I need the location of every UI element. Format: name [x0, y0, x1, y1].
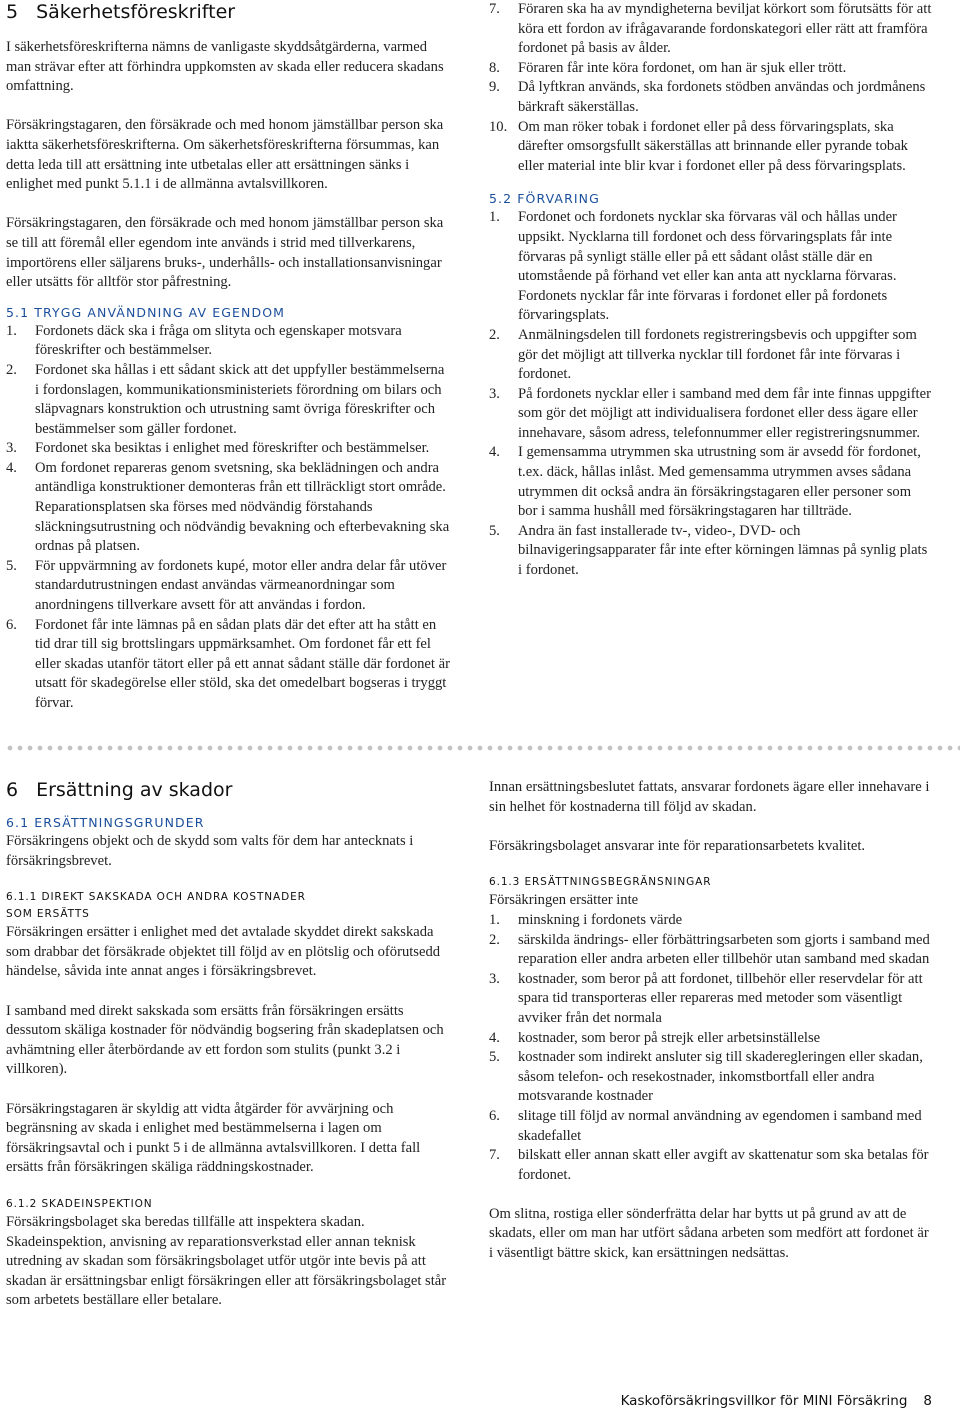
paragraph: Försäkringens objekt och de skydd som valts för dem har antecknats i försäkringsbrevet. — [6, 833, 414, 869]
list-item: 1. minskning i fordonets värde — [489, 911, 683, 928]
section-6-left-column — [6, 778, 450, 1311]
paragraph: Försäkringstagaren är skyldig att vidta åtgärder för avvärjning och begränsning av skada i enlighet med bestämmelserna i lagen om försäkringsavtal och i punkt 5 i de allmänna avtalsvillkoren. I detta fall ersätts från försäkringen skäliga räddningskostnader. — [6, 1100, 421, 1176]
dotted-section-divider — [5, 742, 960, 754]
paragraph: I samband med direkt sakskada som ersätts från försäkringen ersätts dessutom skäliga kostnader för nödvändig bogsering från skadeplatsen och avhämtning eller återbördande av ett fordon som stulits (punkt 3.2 i villkoren). — [6, 1002, 444, 1078]
paragraph: Om slitna, rostiga eller sönderfrätta delar har bytts ut på grund av att de skadats, eller om man har utfört sådana arbeten som medfört att fordonet är i väsentligt bättre skick, kan ersättningen nedsättas. — [489, 1205, 929, 1262]
footer-document-title: Kaskoförsäkringsvillkor för MINI Försäkring — [620, 1393, 908, 1409]
storage-rules-list — [489, 208, 933, 580]
paragraph: Försäkringen ersätter inte — [489, 892, 639, 909]
section-number: 6 — [6, 779, 19, 801]
list-item: 10. Om man röker tobak i fordonet eller på dess förvaringsplats, ska därefter omsorgsfullt säkerställas att brinnande eller pyrande tobak eller material inte blir kvar i fordonet eller på dess förvaringsplats. — [489, 118, 908, 174]
list-item: 3. Fordonet ska besiktas i enlighet med föreskrifter och bestämmelser. — [6, 440, 430, 457]
subsection-6-1-2-heading: 6.1.2 SKADEINSPEKTION — [6, 1197, 153, 1210]
section-6-right-column — [489, 778, 933, 1264]
list-item: 2. särskilda ändrings- eller förbättringsarbeten som gjorts i samband med reparation eller andra arbeten eller tillbehör utan samband med skadan — [489, 931, 930, 968]
list-item: 2. Fordonet ska hållas i ett sådant skick att det uppfyller bestämmelserna i fordonslagen, kommunikationsministeriets förordning om bilars och släpvagnars konstruktion och utrustning samt övriga föreskrifter och bestämmelser som gäller fordonet. — [6, 361, 445, 437]
paragraph: Försäkringen ersätter i enlighet med det avtalade skyddet direkt sakskada som drabbar det försäkrade objektet till följd av en plötslig och oförutsedd händelse, såvida inte annat anges i försäkringsbrevet. — [6, 924, 441, 980]
list-item: 5. kostnader som indirekt ansluter sig till skaderegleringen eller skadan, såsom telefon- och resekostnader, inkomstbortfall eller andra motsvarande kostnader — [489, 1049, 923, 1105]
subsection-6-1-3-heading: 6.1.3 ERSÄTTNINGSBEGRÄNSNINGAR — [489, 876, 712, 889]
section-5-right-column — [489, 0, 933, 581]
page-number: 8 — [923, 1393, 932, 1409]
paragraph: Försäkringsbolaget ska beredas tillfälle att inspektera skadan. Skadeinspektion, anvisning av reparationsverkstad eller annan teknisk utredning av skadan som försäkringsbolaget utför utgör inte bevis på att skadan är ersättningsbar enligt försäkringen eller att försäkringsbolaget står som arbetets beställare eller betalare. — [6, 1213, 447, 1309]
section-5-heading — [6, 0, 450, 24]
subsection-6-1-heading: 6.1 ERSÄTTNINGSGRUNDER — [6, 815, 205, 830]
list-item: 2. Anmälningsdelen till fordonets registreringsbevis och uppgifter som gör det möjligt att tillverka nycklar till fordonet får inte förvaras i fordonet. — [489, 326, 917, 383]
list-item: 6. Fordonet får inte lämnas på en sådan plats där det efter att ha stått en tid drar till sig brottslingars uppmärksamhet. Om fordonet får ett fel eller skadas utanför tätort eller på ett annat sådant ställe där fordonet är utsatt för skadegörelse eller stöld, ska det omedelbart bogseras i tryggt förvar. — [6, 616, 450, 711]
list-item: 4. kostnader, som beror på strejk eller arbetsinställelse — [489, 1029, 821, 1046]
list-item: 9. Då lyftkran används, ska fordonets stödben användas och jordmånens bärkraft säkerställas. — [489, 79, 926, 115]
page-footer — [600, 1392, 932, 1412]
exclusions-list — [489, 911, 933, 1185]
section-number: 5 — [6, 1, 19, 23]
list-item: 4. I gemensamma utrymmen ska utrustning som är avsedd för fordonet, t.ex. däck, hållas inlåst. Med gemensamma utrymmen avses sådana utrymmen dit också andra än försäkringstagaren eller personer som bor i samma hushåll med försäkringstagaren har tillträde. — [489, 444, 921, 520]
list-item: 1. Fordonet och fordonets nycklar ska förvaras väl och hållas under uppsikt. Nycklarna till fordonet och dess förvaringsplats får inte förvaras på synligt ställe eller på ett sådant olåst ställe där en utomstående på förhand vet eller kan anta att nycklarna förvaras. Fordonets nycklar får inte förvaras i fordonet eller på fordonets förvaringsplats. — [489, 209, 897, 324]
list-item: 7. Föraren ska ha av myndigheterna beviljat körkort som förutsätts för att köra ett fordon av ifrågavarande fordonskategori eller rätt att framföra fordonet på basis av ålder. — [489, 1, 932, 57]
list-item: 7. bilskatt eller annan skatt eller avgift av skattenatur som ska betalas för fordonet. — [489, 1147, 929, 1183]
list-item: 4. Om fordonet repareras genom svetsning, ska beklädningen och andra antändliga konstruktioner demonteras från ett tillräckligt stort område. Reparationsplatsen ska förses med nödvändig förstahands släckningsutrustning och nödvändig bevakning och efterbevakning ska ordnas på platsen. — [6, 459, 450, 555]
list-item: 5. Andra än fast installerade tv-, video-, DVD- och bilnavigeringsapparater får inte efter körningen lämnas på synlig plats i fordonet. — [489, 522, 928, 579]
subsection-6-1-1-heading: 6.1.1 DIREKT SAKSKADA OCH ANDRA KOSTNADER SOM ERSÄTTS — [6, 891, 306, 921]
paragraph: Försäkringsbolaget ansvarar inte för reparationsarbetets kvalitet. — [489, 837, 866, 854]
section-5-paragraph: Försäkringstagaren, den försäkrade och med honom jämställbar person ska se till att föremål eller egendom inte används i strid med tillverkarens, importörens eller säljarens bruks-, underhålls- och installationsanvisningar eller utsätts för alltför stor påfrestning. — [6, 215, 444, 291]
section-6-heading — [6, 778, 450, 802]
section-5-paragraph: Försäkringstagaren, den försäkrade och med honom jämställbar person ska iaktta säkerhetsföreskrifterna. Om säkerhetsföreskrifterna försummas, kan detta leda till att ersättning inte utbetalas eller att ersättningen sänks i enlighet med punkt 5.1.1 i de allmänna avtalsvillkoren. — [6, 117, 444, 193]
section-5-paragraph: I säkerhetsföreskrifterna nämns de vanligaste skyddsåtgärderna, varmed man strävar efter att förhindra uppkomsten av skada eller reducera skadans omfattning. — [6, 39, 444, 95]
safety-rules-list-continued — [489, 0, 933, 176]
subsection-5-2-heading: 5.2 FÖRVARING — [489, 191, 600, 207]
section-title: Ersättning av skador — [36, 779, 233, 801]
safety-rules-list — [6, 322, 450, 714]
list-item: 5. För uppvärmning av fordonets kupé, motor eller andra delar får utöver standardutrustningen endast användas värmeanordningar som anordningens tillverkare avsett för att användas i fordon. — [6, 557, 447, 614]
list-item: 6. slitage till följd av normal användning av egendomen i samband med skadefallet — [489, 1107, 922, 1144]
list-item: 1. Fordonets däck ska i fråga om slityta och egenskaper motsvara föreskrifter och bestämmelser. — [6, 322, 402, 359]
section-title: Säkerhetsföreskrifter — [36, 1, 236, 23]
section-5-left-column — [6, 0, 450, 714]
paragraph: Innan ersättningsbeslutet fattats, ansvarar fordonets ägare eller innehavare i sin helhet för kostnaderna till följd av skadan. — [489, 779, 930, 815]
list-item: 8. Föraren får inte köra fordonet, om han är sjuk eller trött. — [489, 59, 847, 76]
subsection-5-1-heading: 5.1 TRYGG ANVÄNDNING AV EGENDOM — [6, 304, 286, 320]
list-item: 3. På fordonets nycklar eller i samband med dem får inte finnas uppgifter som gör det möjligt att individualisera fordonet eller dess ägare eller innehavare, såsom adress, telefonnummer eller registreringsnummer. — [489, 385, 931, 441]
list-item: 3. kostnader, som beror på att fordonet, tillbehör eller reservdelar för att spara tid transporteras eller repareras med metoder som väsentligt avviker från det normala — [489, 970, 923, 1026]
